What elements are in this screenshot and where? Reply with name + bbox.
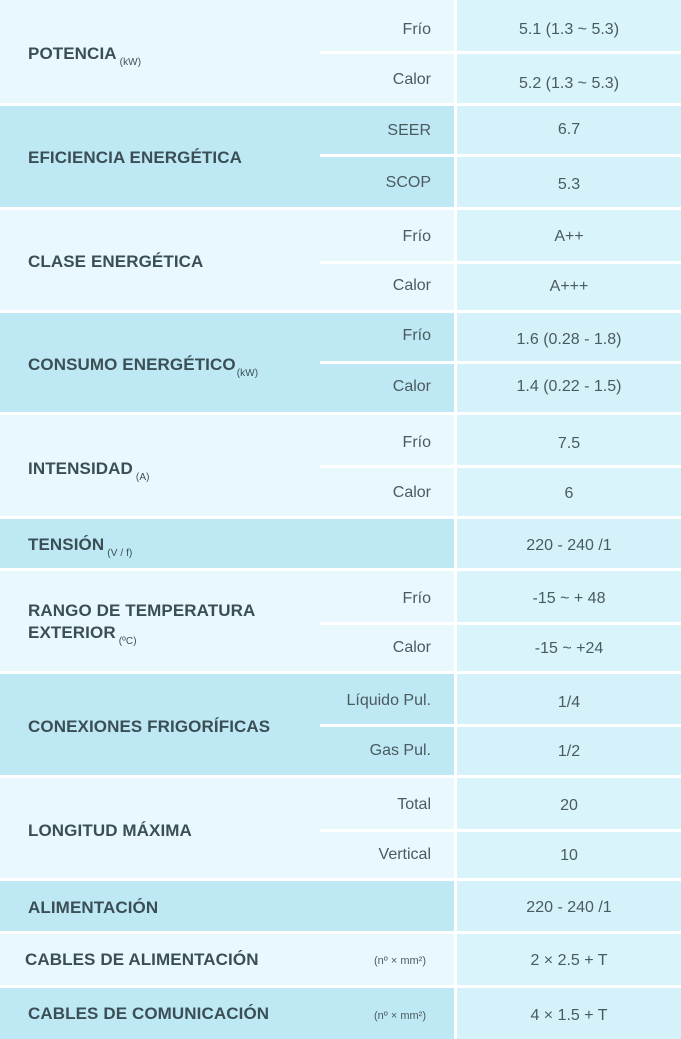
row-eficiencia	[0, 106, 681, 207]
row-tension	[0, 519, 681, 568]
value-clase-calor: A+++	[549, 278, 589, 295]
value-clase-frio: A++	[554, 228, 584, 245]
sub-label-calor: Calor	[392, 277, 431, 294]
sub-label-calor: Calor	[392, 484, 431, 501]
sub-label-calor: Calor	[392, 639, 431, 656]
value-tension: 220 - 240 /1	[526, 537, 612, 554]
value-gas: 1/2	[557, 743, 581, 760]
label-cables-comunicacion: CABLES DE COMUNICACIÓN	[28, 1004, 270, 1023]
row-cables-comunicacion	[0, 988, 681, 1039]
label-rango-line1: RANGO DE TEMPERATURA	[28, 601, 256, 620]
unit-rango: (ºC)	[118, 636, 137, 647]
row-longitud	[0, 778, 681, 878]
value-potencia-frio: 5.1 (1.3 ~ 5.3)	[518, 21, 620, 38]
sub-label-calor: Calor	[392, 378, 431, 395]
row-consumo	[0, 313, 681, 412]
row-rango	[0, 571, 681, 671]
sub-label-frio: Frío	[402, 228, 431, 245]
value-cables-alimentacion: 2 × 2.5 + T	[530, 952, 608, 969]
value-scop: 5.3	[557, 176, 581, 193]
row-cables-alimentacion	[0, 934, 681, 985]
sub-label-liquido: Líquido Pul.	[346, 692, 431, 709]
label-cables-alimentacion: CABLES DE ALIMENTACIÓN	[25, 950, 259, 969]
unit-cables-alimentacion: (nº × mm²)	[374, 955, 426, 967]
sub-label-vertical: Vertical	[378, 846, 431, 863]
unit-tension: (V / f)	[107, 548, 133, 559]
unit-consumo: (kW)	[236, 368, 259, 379]
value-rango-calor: -15 ~ +24	[534, 640, 604, 657]
value-seer: 6.7	[557, 121, 581, 138]
row-potencia	[0, 0, 681, 103]
value-total: 20	[560, 797, 578, 814]
value-rango-frio: -15 ~ + 48	[532, 590, 606, 607]
value-cables-comunicacion: 4 × 1.5 + T	[530, 1007, 608, 1024]
label-longitud: LONGITUD MÁXIMA	[28, 821, 192, 840]
sub-label-scop: SCOP	[385, 174, 431, 191]
label-intensidad: INTENSIDAD $_{(A)}$	[28, 459, 150, 483]
value-consumo-frio: 1.6 (0.28 - 1.8)	[516, 331, 622, 348]
row-intensidad	[0, 415, 681, 516]
row-alimentacion	[0, 881, 681, 931]
value-intensidad-frio: 7.5	[557, 435, 581, 452]
label-consumo: CONSUMO $ENERGÉTICO_{(kW)}$	[28, 355, 259, 379]
value-potencia-calor: 5.2 (1.3 ~ 5.3)	[518, 75, 620, 92]
value-intensidad-calor: 6	[564, 485, 574, 502]
label-clase: CLASE ENERGÉTICA	[28, 252, 204, 271]
value-liquido: 1/4	[557, 694, 581, 711]
sub-label-frio: Frío	[402, 434, 431, 451]
sub-label-calor: Calor	[392, 71, 431, 88]
unit-intensidad: (A)	[135, 472, 150, 483]
sub-label-frio: Frío	[402, 21, 431, 38]
sub-label-total: Total	[397, 796, 431, 813]
unit-potencia: (kW)	[119, 57, 142, 68]
label-potencia: POTENCIA $_{(kW)}$	[28, 44, 142, 68]
value-consumo-calor: 1.4 (0.22 - 1.5)	[516, 378, 622, 395]
sub-label-frio: Frío	[402, 590, 431, 607]
row-clase	[0, 210, 681, 310]
value-alimentacion: 220 - 240 /1	[526, 899, 612, 916]
unit-cables-comunicacion: (nº × mm²)	[374, 1010, 426, 1022]
label-conexiones: CONEXIONES FRIGORÍFICAS	[28, 717, 271, 736]
label-eficiencia: EFICIENCIA ENERGÉTICA	[28, 148, 242, 167]
sub-label-seer: SEER	[387, 122, 431, 139]
label-rango-line2: EXTERIOR $_{(ºC)}$	[28, 623, 137, 647]
sub-label-frio: Frío	[402, 327, 431, 344]
row-conexiones	[0, 674, 681, 775]
sub-label-gas: Gas Pul.	[369, 742, 431, 759]
value-vertical: 10	[560, 847, 578, 864]
label-alimentacion: ALIMENTACIÓN	[28, 898, 159, 917]
label-tension: TENSIÓN $_{(V / f)}$	[28, 535, 133, 559]
